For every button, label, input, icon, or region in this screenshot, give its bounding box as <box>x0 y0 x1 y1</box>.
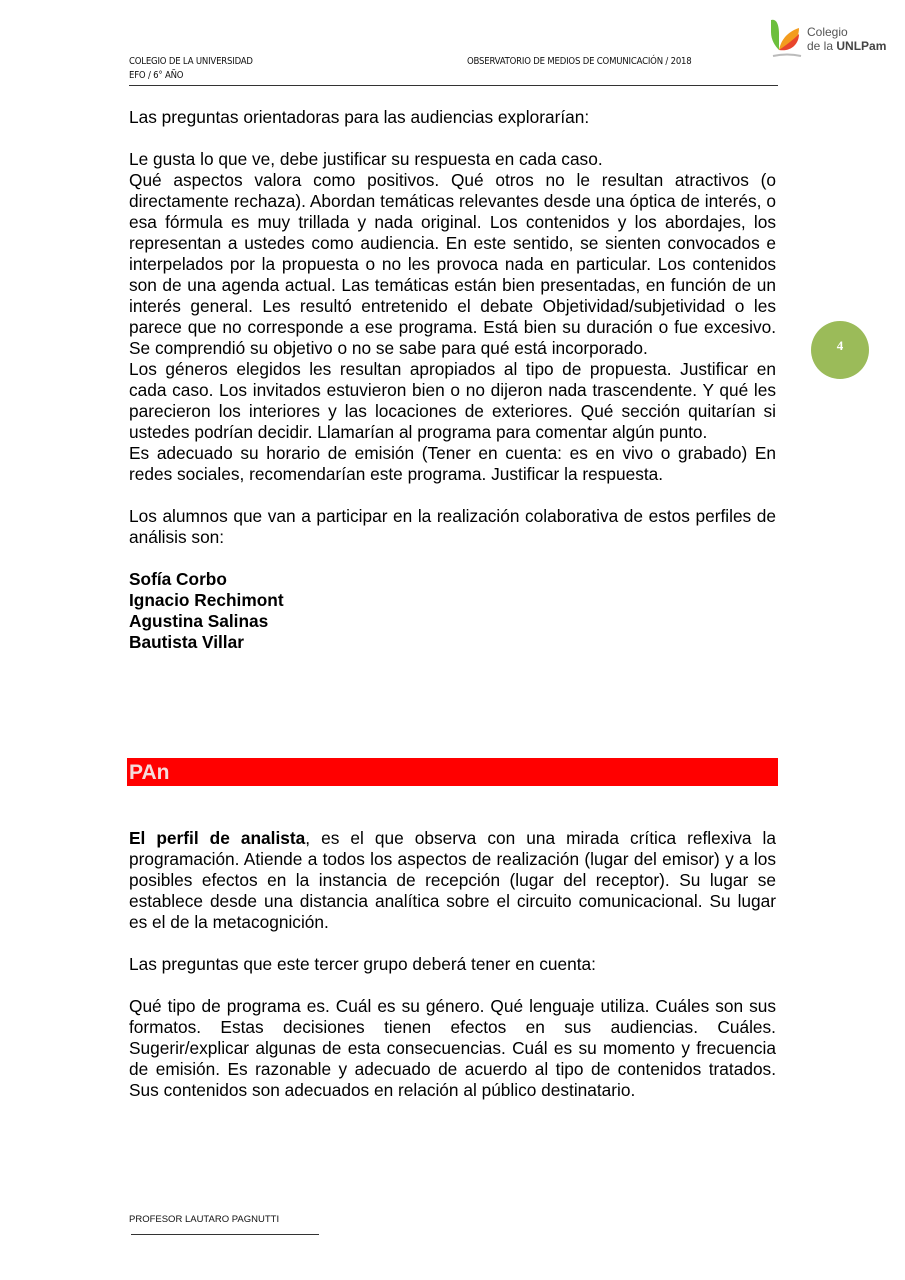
analyst-description: , es el que observa con una mirada crítica reflexiva la programación. Atiende a todos los aspectos de realización (lugar del emisor) y a los posibles efectos en la instancia de recepción (lugar del receptor). Su lugar se establece desde una distancia analítica sobre el circuito comunicacional. Su lugar es el de la metacognición. <box>129 828 776 932</box>
paragraph: Qué tipo de programa es. Cuál es su género. Qué lenguaje utiliza. Cuáles son sus formatos. Estas decisiones tienen efectos en sus audiencias. Cuáles. Sugerir/explicar algunas de esta consecuencias. Cuál es su momento y frecuencia de emisión. Es razonable y adecuado de acuerdo al tipo de contenidos tratados. Sus contenidos son adecuados en relación al público destinatario. <box>129 996 776 1100</box>
paragraph: Es adecuado su horario de emisión (Tener en cuenta: es en vivo o grabado) En redes sociales, recomendarían este programa. Justificar la respuesta. <box>129 443 776 484</box>
analyst-term: El perfil de analista <box>129 828 306 848</box>
intro-text: Las preguntas orientadoras para las audiencias explorarían: <box>129 107 590 127</box>
paragraph: Qué aspectos valora como positivos. Qué otros no le resultan atractivos (o directamente rechaza). Abordan temáticas relevantes desde una óptica de interés, o esa fórmula es muy trillada y nada original. Los contenidos y los abordajes, los representan a ustedes como audiencia. En este sentido, se sienten convocados e interpelados por la propuesta o no les provoca nada en particular. Los contenidos son de una agenda actual. Las temáticas están bien presentadas, en función de un interés general. Les resultó entretenido el debate Objetividad/subjetividad o les parece que no corresponde a ese programa. Está bien su duración o fue excesivo. Se comprendió su objetivo o no se sabe para qué está incorporado. <box>129 170 776 358</box>
student-name: Ignacio Rechimont <box>129 590 284 610</box>
section-audiences <box>129 107 776 653</box>
student-name: Sofía Corbo <box>129 569 227 589</box>
logo-bold: UNLPam <box>836 39 887 53</box>
students-intro: Los alumnos que van a participar en la realización colaborativa de estos perfiles de análisis son: <box>129 506 776 547</box>
page-number: 4 <box>811 321 869 379</box>
header-divider <box>129 85 778 86</box>
logo-text <box>807 25 886 53</box>
paragraph: Le gusta lo que ve, debe justificar su respuesta en cada caso. <box>129 149 603 169</box>
logo-line2 <box>807 39 886 53</box>
student-name: Agustina Salinas <box>129 611 269 631</box>
logo-prefix: de la <box>807 39 837 53</box>
student-name: Bautista Villar <box>129 632 244 652</box>
paragraph: Los géneros elegidos les resultan apropiados al tipo de propuesta. Justificar en cada caso. Los invitados estuvieron bien o no dijeron nada trascendente. Y qué les parecieron los interiores y las locaciones de exteriores. Qué sección quitarían si ustedes podrían decidir. Llamarían al programa para comentar algún punto. <box>129 359 776 442</box>
student-list <box>129 569 776 653</box>
footer-author: PROFESOR LAUTARO PAGNUTTI <box>129 1214 280 1225</box>
paragraph: Las preguntas que este tercer grupo deberá tener en cuenta: <box>129 954 596 974</box>
section-heading-bar: PAn <box>127 758 778 786</box>
section-analyst <box>129 828 776 1101</box>
header-school: COLEGIO DE LA UNIVERSIDAD <box>129 56 253 67</box>
header-course: EFO / 6° AÑO <box>129 70 184 81</box>
logo-line1: Colegio <box>807 25 848 39</box>
footer-divider <box>131 1234 319 1235</box>
paragraph <box>129 828 776 933</box>
header-title: OBSERVATORIO DE MEDIOS DE COMUNICACIÓN / 2018 <box>467 56 692 67</box>
